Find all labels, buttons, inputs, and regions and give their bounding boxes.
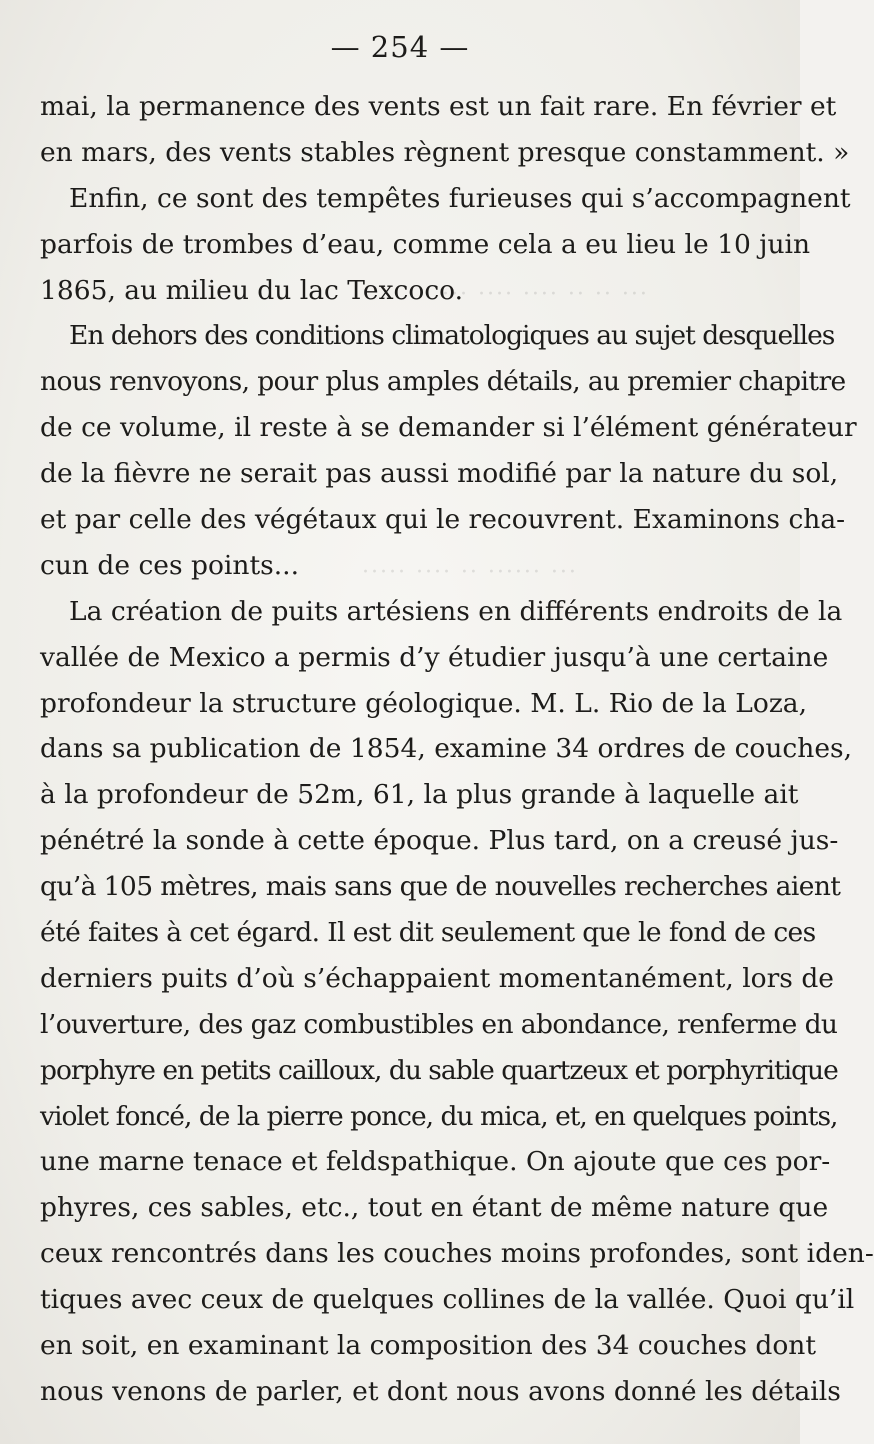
text-line: dans sa publication de 1854, examine 34 ordres de couches,	[40, 733, 853, 765]
text-line: nous renvoyons, pour plus amples détails, au premier chapitre	[40, 366, 846, 398]
text-line: mai, la permanence des vents est un fait rare. En février et	[40, 91, 837, 122]
bleed-through-shadow: ··· ······ ·· ···· ·····	[360, 560, 576, 585]
text-line: Enfin, ce sont des tempêtes furieuses qui s’accompagnent	[69, 182, 851, 214]
text-line: été faites à cet égard. Il est dit seulement que le fond de ces	[40, 917, 816, 949]
text-line: et par celle des végétaux qui le recouvrent. Examinons cha-	[40, 504, 846, 536]
text-line: tiques avec ceux de quelques collines de la vallée. Quoi qu’il	[40, 1284, 855, 1316]
text-line: phyres, ces sables, etc., tout en étant de même nature que	[40, 1192, 829, 1224]
text-line: de la fièvre ne serait pas aussi modifié par la nature du sol,	[40, 458, 839, 490]
text-line: ceux rencontrés dans les couches moins profondes, sont iden-	[40, 1238, 874, 1270]
text-line: parfois de trombes d’eau, comme cela a eu lieu le 10 juin	[40, 228, 811, 260]
text-line: nous venons de parler, et dont nous avons donné les détails	[40, 1375, 841, 1407]
text-line: En dehors des conditions climatologiques au sujet desquelles	[69, 320, 835, 352]
text-line: porphyre en petits cailloux, du sable quartzeux et porphyritique	[40, 1054, 838, 1086]
text-line: 1865, au milieu du lac Texcoco.	[40, 274, 464, 306]
text-line: derniers puits d’où s’échappaient momentanément, lors de	[40, 962, 834, 994]
text-line: l’ouverture, des gaz combustibles en abondance, renferme du	[40, 1008, 838, 1040]
text-line: à la profondeur de 52m, 61, la plus grande à laquelle ait	[40, 779, 799, 811]
text-line: pénétré la sonde à cette époque. Plus tard, on a creusé jus-	[40, 825, 839, 857]
text-line: violet foncé, de la pierre ponce, du mica, et, en quelques points,	[40, 1100, 838, 1132]
text-line: qu’à 105 mètres, mais sans que de nouvelles recherches aient	[40, 871, 841, 903]
text-line: une marne tenace et feldspathique. On ajoute que ces por-	[40, 1146, 831, 1178]
text-line: de ce volume, il reste à se demander si l’élément générateur	[40, 412, 857, 444]
text-line: en mars, des vents stables règnent presque constamment. »	[40, 136, 850, 168]
body-text	[40, 84, 874, 1415]
text-line: vallée de Mexico a permis d’y étudier jusqu’à une certaine	[40, 641, 829, 673]
text-line: La création de puits artésiens en différents endroits de la	[69, 595, 843, 627]
text-line: en soit, en examinant la composition des 34 couches dont	[40, 1330, 817, 1362]
bleed-through-shadow: ··· ·· ·· ···· ···· ···	[440, 282, 647, 307]
text-line: cun de ces points...	[40, 549, 299, 581]
page-number: — 254 —	[330, 30, 470, 64]
text-line: profondeur la structure géologique. M. L. Rio de la Loza,	[40, 687, 807, 719]
